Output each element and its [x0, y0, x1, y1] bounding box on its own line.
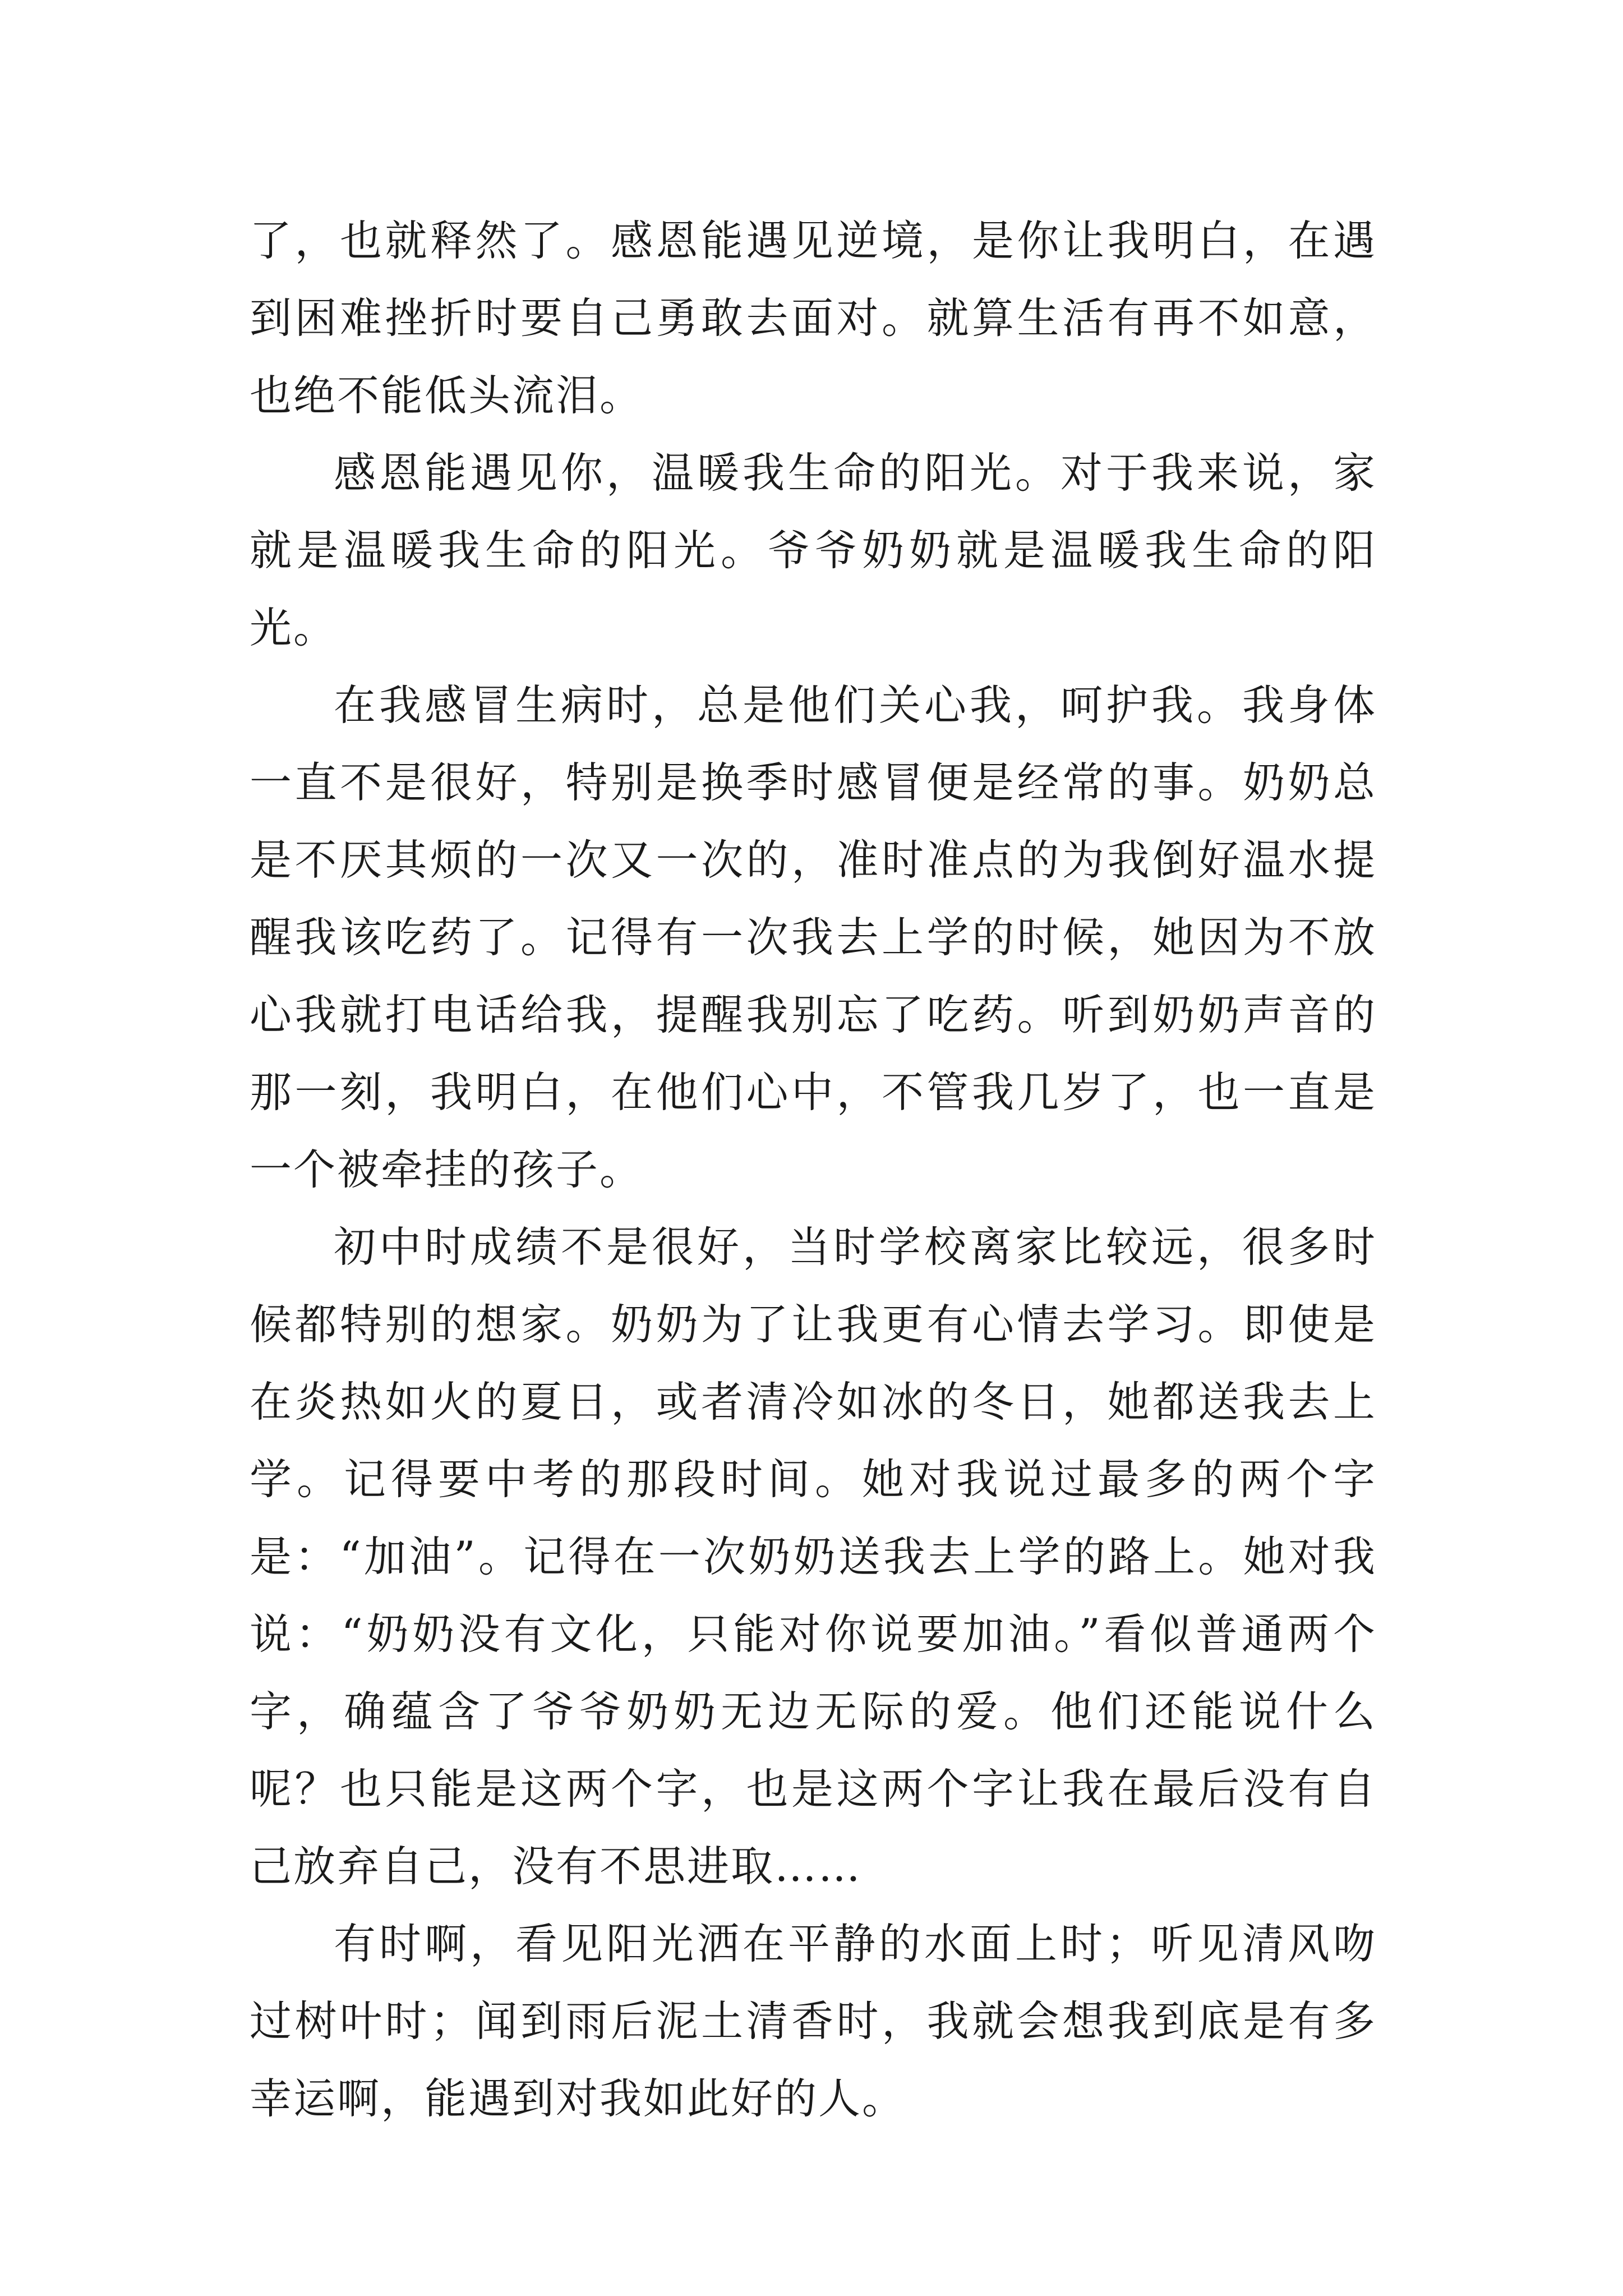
- paragraph-1: 了，也就释然了。感恩能遇见逆境，是你让我明白，在遇到困难挫折时要自己勇敢去面对。就算生活有再不如意，也绝不能低头流泪。: [250, 216, 1377, 420]
- paragraph-5: 有时啊，看见阳光洒在平静的水面上时；听见清风吻过树叶时；闻到雨后泥土清香时，我就会想我到底是有多幸运啊，能遇到对我如此好的人。: [250, 1919, 1377, 2123]
- paragraph-2: 感恩能遇见你，温暖我生命的阳光。对于我来说，家就是温暖我生命的阳光。爷爷奶奶就是温暖我生命的阳光。: [250, 448, 1377, 652]
- paragraph-3: 在我感冒生病时，总是他们关心我，呵护我。我身体一直不是很好，特别是换季时感冒便是经常的事。奶奶总是不厌其烦的一次又一次的，准时准点的为我倒好温水提醒我该吃药了。记得有一次我去上学的时候，她因为不放心我就打电话给我，提醒我别忘了吃药。听到奶奶声音的那一刻，我明白，在他们心中，不管我几岁了，也一直是一个被牵挂的孩子。: [250, 680, 1377, 1194]
- document-body: [250, 202, 1377, 2137]
- paragraph-4: 初中时成绩不是很好，当时学校离家比较远，很多时候都特别的想家。奶奶为了让我更有心情去学习。即使是在炎热如火的夏日，或者清冷如冰的冬日，她都送我去上学。记得要中考的那段时间。她对我说过最多的两个字是：“加油”。记得在一次奶奶送我去上学的路上。她对我说：“奶奶没有文化，只能对你说要加油。”看似普通两个字，确蕴含了爷爷奶奶无边无际的爱。他们还能说什么呢？也只能是这两个字，也是这两个字让我在最后没有自己放弃自己，没有不思进取……: [250, 1222, 1377, 1891]
